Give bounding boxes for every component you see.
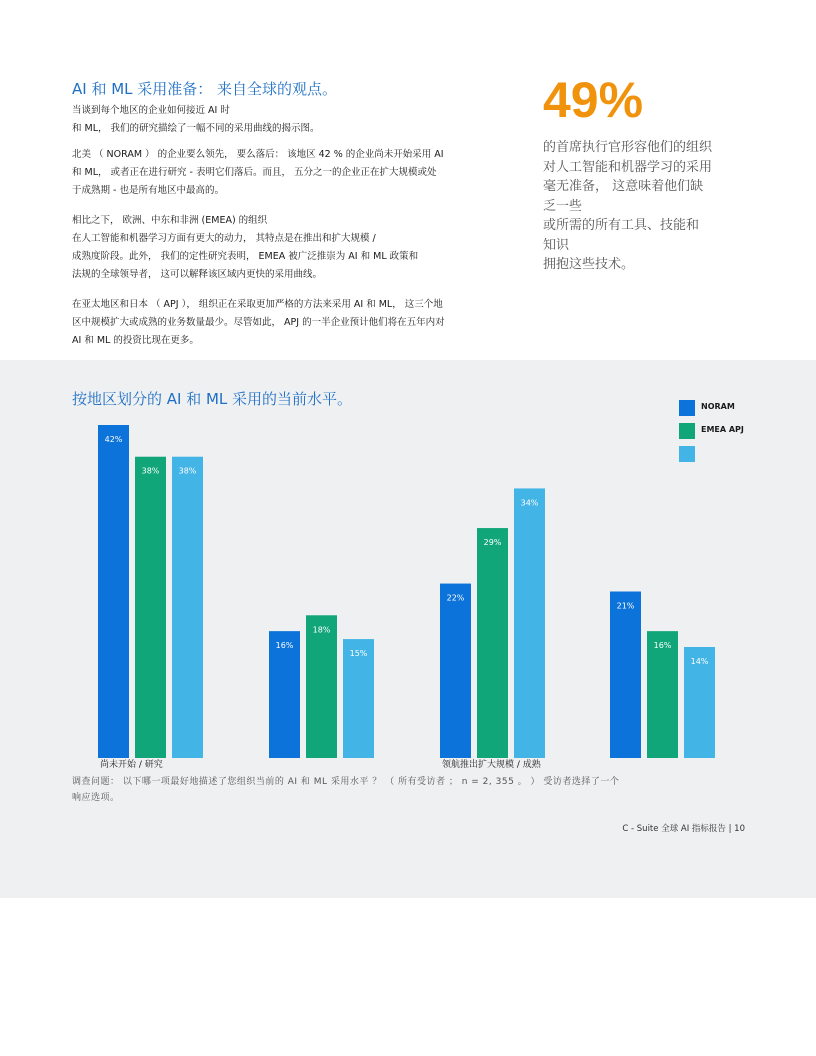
stat-line: 毫无准备， 这意味着他们缺 [543, 179, 704, 194]
paragraph-line: 在亚太地区和日本 （ APJ ）， 组织正在采取更加严格的方法来采用 AI 和 ML， 这三个地 [72, 299, 443, 310]
stat-line: 拥抱这些技术。 [543, 257, 635, 272]
stat-description [543, 138, 743, 275]
intro-lead-line: 和 ML， 我们的研究描绘了一幅不同的采用曲线的揭示图。 [72, 123, 320, 134]
legend-swatch [679, 446, 695, 462]
bar-value-label: 16% [653, 641, 672, 651]
bar [610, 592, 641, 759]
section-title: AI 和 ML 采用准备： 来自全球的观点。 [72, 80, 338, 98]
stat-line: 或所需的所有工具、技能和 [543, 218, 700, 233]
bar-value-label: 29% [483, 538, 502, 548]
bar-value-label: 21% [616, 601, 635, 611]
stat-line: 乏一些 [543, 198, 583, 214]
paragraph-line: 北美 （ NORAM ） 的企业要么领先， 要么落后： 该地区 42 % 的企业尚未开始采用 AI [72, 149, 444, 160]
bar [514, 488, 545, 758]
category-label: 领航推出扩大规模 / 成熟 [442, 760, 541, 770]
bar [440, 584, 471, 758]
stat-line: 对人工智能和机器学习的采用 [543, 159, 713, 175]
stat-value: 49% [543, 72, 644, 128]
bar-value-label: 42% [104, 435, 123, 444]
bar-value-label: 34% [520, 498, 539, 508]
bar-value-label: 16% [275, 641, 294, 651]
apj-paragraph [72, 296, 512, 350]
paragraph-line: AI 和 ML 的投资比现在更多。 [72, 335, 199, 346]
intro-lead-line: 当谈到每个地区的企业如何接近 AI 时 [72, 105, 230, 116]
bar [306, 615, 337, 758]
bar-value-label: 15% [349, 649, 368, 659]
emea-paragraph [72, 212, 512, 284]
chart-panel [0, 360, 816, 898]
stat-callout [543, 72, 743, 275]
intro-section [72, 78, 512, 362]
paragraph-line: 区中规模扩大或成熟的业务数量最少。尽管如此， APJ 的一半企业预计他们将在五年内对 [72, 317, 445, 328]
bar-value-label: 38% [141, 466, 160, 476]
paragraph-line: 于成熟期 - 也是所有地区中最高的。 [72, 185, 224, 196]
footnote-line: 响应选项。 [72, 793, 120, 803]
stat-line: 的首席执行官形容他们的组织 [543, 140, 713, 155]
paragraph-line: 在人工智能和机器学习方面有更大的动力， 其特点是在推出和扩大规模 / [72, 233, 376, 244]
legend-label: EMEA APJ [701, 425, 744, 434]
bar-value-label: 38% [178, 466, 197, 476]
paragraph-line: 成熟度阶段。此外， 我们的定性研究表明， EMEA 被广泛推崇为 AI 和 ML 政策和 [72, 251, 419, 262]
category-label: 尚未开始 / 研究 [100, 760, 163, 770]
legend-swatch [679, 400, 695, 416]
intro-lead [72, 102, 512, 138]
bar [647, 631, 678, 758]
paragraph-line: 相比之下， 欧洲、中东和非洲 (EMEA) 的组织 [72, 215, 268, 226]
footnote-line: 调查问题： 以下哪一项最好地描述了您组织当前的 AI 和 ML 采用水平 ？ （ 所有受访者 ； n = 2, 355 。 ） 受访者选择了一个 [72, 777, 620, 787]
paragraph-line: 和 ML， 或者正在进行研究 - 表明它们落后。而且， 五分之一的企业正在扩大规模或处 [72, 167, 437, 178]
noram-paragraph [72, 146, 512, 200]
bar-value-label: 18% [312, 625, 331, 635]
survey-footnote [72, 774, 652, 806]
bar-value-label: 22% [446, 593, 465, 603]
bar [172, 457, 203, 758]
bar [135, 457, 166, 758]
bar [98, 425, 129, 758]
stat-line: 知识 [543, 237, 570, 253]
bar-value-label: 14% [690, 657, 709, 666]
legend-label: NORAM [701, 402, 735, 411]
page-footer: C - Suite 全球 AI 指标报告 | 10 [622, 824, 745, 834]
bar-chart [0, 360, 816, 770]
bar [477, 528, 508, 758]
legend-swatch [679, 423, 695, 439]
bar [269, 631, 300, 758]
paragraph-line: 法规的全球领导者， 这可以解释该区域内更快的采用曲线。 [72, 269, 323, 280]
chart-title: 按地区划分的 AI 和 ML 采用的当前水平。 [72, 390, 353, 408]
